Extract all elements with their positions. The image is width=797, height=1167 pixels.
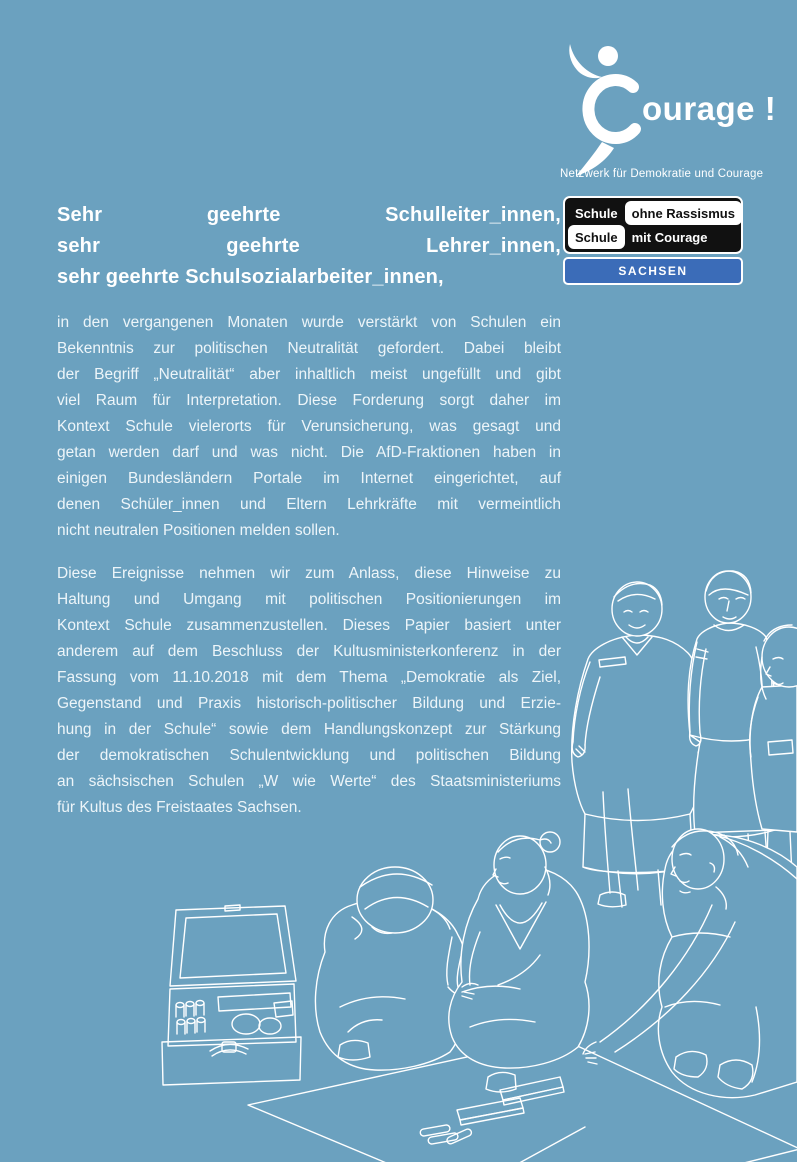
text-line: Gegenstand und Praxis historisch-politischer Bildung und Erzie- (57, 695, 561, 712)
text-line: sehr geehrte Lehrer_innen, (57, 235, 561, 257)
badge-row-2 (568, 225, 738, 249)
greeting-heading (57, 200, 561, 293)
text-line: getan werden darf und was nicht. Die AfD-Fraktionen haben in (57, 444, 561, 461)
badge-mit-courage: mit Courage (625, 225, 738, 249)
crouching-woman-bun-figure (449, 832, 589, 1092)
badge-schule-2: Schule (568, 225, 625, 249)
text-line: Sehr geehrte Schulleiter_innen, (57, 204, 561, 226)
text-line: Diese Ereignisse nehmen wir zum Anlass, diese Hinweise zu (57, 565, 561, 582)
logo-subtitle: Netzwerk für Demokratie und Courage (560, 168, 764, 180)
text-line: viel Raum für Interpretation. Diese Forderung sorgt daher im (57, 392, 561, 409)
text-line: nicht neutralen Positionen melden sollen. (57, 522, 340, 539)
badge-ohne-rassismus: ohne Rassismus (625, 201, 742, 225)
badge-region-sachsen: SACHSEN (563, 257, 743, 285)
badge-logo-box (563, 196, 743, 254)
text-line: Bekenntnis zur politischen Neutralität gefordert. Dabei bleibt (57, 340, 561, 357)
text-line: hung in der Schule“ sowie dem Handlungskonzept zur Stärkung (57, 721, 561, 738)
people-line-art-illustration (0, 537, 797, 1167)
text-line: an sächsischen Schulen „W wie Werte“ des Staatsministeriums (57, 773, 561, 790)
text-line: Haltung und Umgang mit politischen Positionierungen im (57, 591, 561, 608)
materials-case (162, 905, 301, 1085)
text-line: sehr geehrte Schulsozialarbeiter_innen, (57, 266, 444, 288)
text-line: für Kultus des Freistaates Sachsen. (57, 799, 302, 816)
paragraph-1 (57, 310, 561, 544)
text-line: Kontext Schule vielerorts für Verunsicherung, was gesagt und (57, 418, 561, 435)
text-line: anderem auf dem Beschluss der Kultusministerkonferenz in der (57, 643, 561, 660)
schule-ohne-rassismus-badge (563, 196, 743, 285)
text-line: der demokratischen Schulentwicklung und politischen Bildung (57, 747, 561, 764)
logo-wordmark: ourage ! (642, 90, 777, 127)
text-line: Fassung vom 11.10.2018 mit dem Thema „Demokratie als Ziel, (57, 669, 561, 686)
cards-and-markers (420, 1077, 564, 1145)
badge-schule-1: Schule (568, 201, 625, 225)
crouching-person-left-figure (315, 867, 472, 1070)
badge-row-1 (568, 201, 738, 225)
text-line: einigen Bundesländern Portale im Internet eingerichtet, auf (57, 470, 561, 487)
text-line: Kontext Schule zusammenzustellen. Dieses Papier basiert unter (57, 617, 561, 634)
page-bottom-edge (0, 1162, 797, 1167)
text-line: denen Schüler_innen und Eltern Lehrkräfte mit vermeintlich (57, 496, 561, 513)
courage-logo (556, 30, 792, 180)
text-line: der Begriff „Neutralität“ aber inhaltlich meist ungefüllt und gibt (57, 366, 561, 383)
text-line: in den vergangenen Monaten wurde verstärkt von Schulen ein (57, 314, 561, 331)
